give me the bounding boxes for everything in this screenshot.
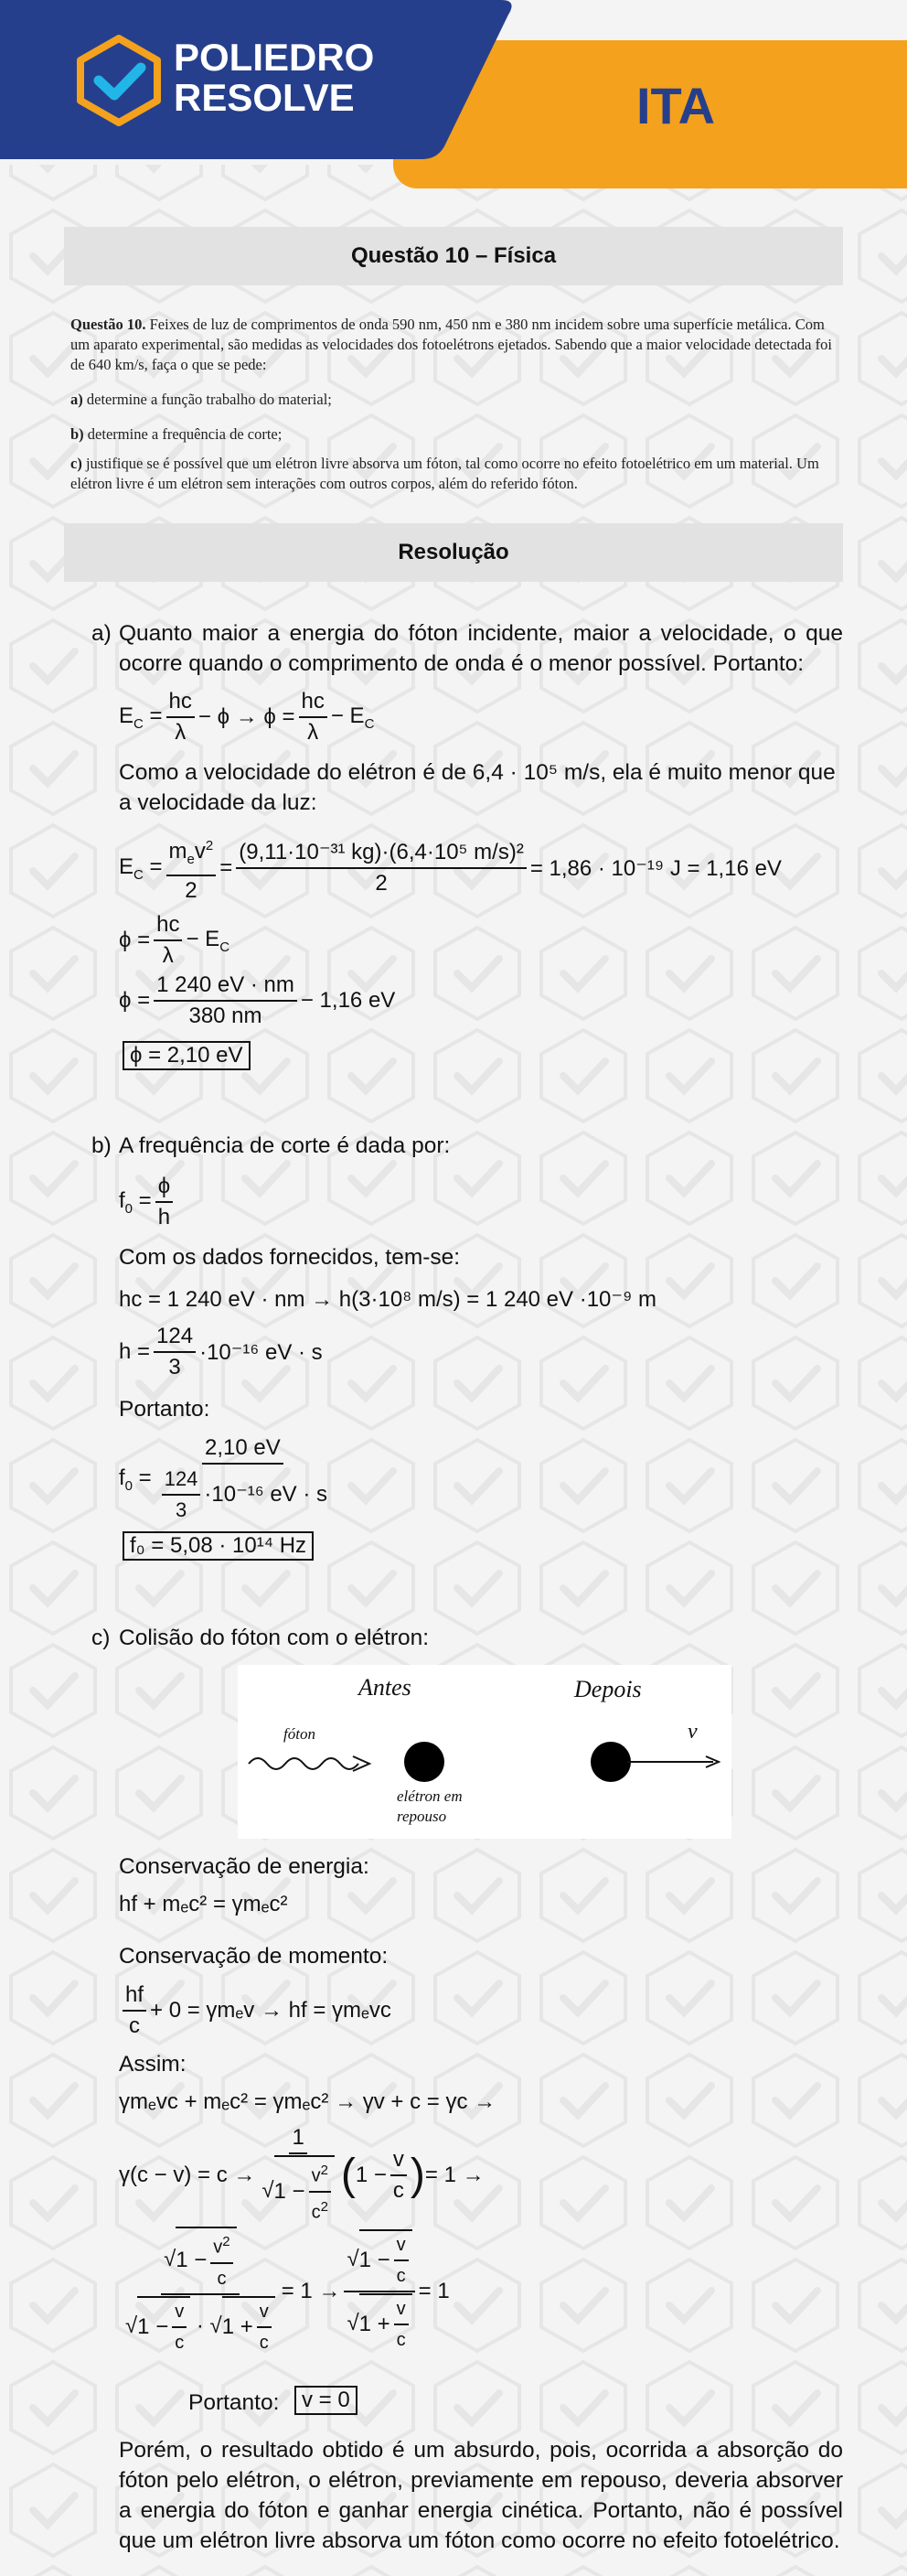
answer-a-box: ϕ = 2,10 eV — [123, 1041, 251, 1070]
equation-f0-value: $f_0$ = 2,10 eV $\frac{124}{3}$ ·10⁻¹⁶ eV · s — [119, 1434, 334, 1524]
f0-den-rest: ·10⁻¹⁶ eV · s — [204, 1482, 327, 1507]
part-b-text3: Portanto: — [119, 1397, 210, 1422]
part-b-text2: Com os dados fornecidos, tem-se: — [119, 1245, 461, 1270]
h-rest: ·10⁻¹⁶ eV · s — [199, 1339, 323, 1365]
part-a-text1: Quanto maior a energia do fóton incidente, maior a velocidade, o que ocorre quando o comprimento de onda é o menor possível. Portanto: — [119, 621, 843, 676]
part-c-text1: Colisão do fóton com o elétron: — [119, 1626, 430, 1650]
photon-wave-icon — [245, 1745, 382, 1782]
equation-ec-phi: $E_C$ = $\frac{hc}{\lambda}$ − ϕ → ϕ = $\frac{hc}{\lambda}$ − $E_C$ — [119, 689, 375, 745]
h-numerator: 124 — [154, 1323, 196, 1353]
phi-subtract: − 1,16 eV — [300, 988, 396, 1013]
phi-numerator: 1 240 eV · nm — [154, 971, 297, 1002]
equation-hc — [119, 1286, 656, 1313]
item-c-label: c) — [70, 455, 82, 472]
brand-line2: RESOLVE — [174, 76, 355, 119]
question-number: Questão 10. — [70, 316, 146, 333]
ec-result: = 1,86 · 10⁻¹⁹ J = 1,16 eV — [529, 855, 782, 881]
velocity-label: v — [688, 1720, 698, 1744]
diagram-before-label: Antes — [358, 1674, 411, 1701]
question-item-b — [70, 424, 838, 445]
electron-rest-label-2: repouso — [397, 1808, 447, 1825]
electron-at-rest-icon — [404, 1742, 444, 1782]
exam-title: ITA — [636, 77, 716, 134]
h-denominator: 3 — [168, 1355, 181, 1379]
question-intro-text: Feixes de luz de comprimentos de onda 590 nm, 450 nm e 380 nm incidem sobre uma superfície metálica. Com um aparato experimental, são medidas as velocidades dos fotoelétrons ejetados. Sabendo que a maior velocidade detectada foi de 640 km/s, faça o que se pede: — [70, 316, 832, 373]
diagram-after-label: Depois — [574, 1676, 642, 1702]
conclusion-text: Porém, o resultado obtido é um absurdo, pois, ocorrida a absorção do fóton pelo elétron, o elétron, previamente em repouso, deveria absorver a energia do fóton e ganhar energia cinética. Portanto, não é possível que um elétron livre absorva um fóton como ocorre no efeito fotoelétrico. — [119, 2438, 843, 2553]
part-b-label: b) — [91, 1133, 112, 1158]
part-b-text1: A frequência de corte é dada por: — [119, 1133, 451, 1158]
resolution-title: Resolução — [398, 540, 509, 564]
eq3-result: = 1 — [418, 2278, 450, 2303]
question-intro — [70, 315, 838, 375]
text-assim: Assim: — [119, 2052, 187, 2077]
f0-den-den: 3 — [175, 1498, 187, 1521]
hc-equation: hc = 1 240 eV · nm → h(3·10⁸ m/s) = 1 240 eV ·10⁻⁹ m — [119, 1287, 656, 1312]
equation-c3: √ 1 − $\frac{v^2}{c}$ √ 1 − $\frac{v}{c}$ · √ 1 + $\frac{v}{c}$ = 1 → √ 1 − $\frac{v}{c}$ √ 1 + $\frac{v}{c}$ = 1 — [119, 2227, 450, 2356]
equation-h-value: h = $\frac{124}{3}$ ·10⁻¹⁶ eV · s — [119, 1324, 323, 1379]
text-portanto-c: Portanto: — [188, 2390, 280, 2415]
momentum-eq-text: + 0 = γmₑv → hf = γmₑvc — [150, 1998, 391, 2023]
item-a-text: determine a função trabalho do material; — [86, 391, 332, 408]
energy-equation — [119, 1892, 288, 1917]
electron-rest-label-1: elétron em — [397, 1787, 463, 1805]
answer-b-box: f₀ = 5,08 · 10¹⁴ Hz — [123, 1531, 314, 1561]
part-c-label: c) — [91, 1626, 111, 1650]
equation-ec-value: $E_C$ = $\frac{m_ev^2}{2}$ = $\frac{\text{(9,11·10⁻³¹ kg)·(6,4·10⁵ m/s)²}}{2}$ = 1,86 · 10⁻¹⁹ J = 1,16 eV — [119, 832, 782, 905]
energy-title: Conservação de energia: — [119, 1854, 369, 1879]
energy-eq-text: hf + mₑc² = γmₑc² — [119, 1892, 288, 1916]
poliedro-logo-icon — [73, 35, 165, 126]
answer-c-box: v = 0 — [294, 2386, 357, 2415]
item-b-text: determine a frequência de corte; — [87, 425, 283, 443]
momentum-title: Conservação de momento: — [119, 1944, 389, 1969]
f0-numerator: 2,10 eV — [202, 1434, 283, 1465]
equation-c1 — [119, 2089, 496, 2115]
equation-phi-value: ϕ = $\frac{1 240 eV \cdot nm}{380 nm}$ − 1,16 eV — [119, 972, 396, 1028]
question-item-c — [70, 454, 838, 494]
answer-a — [123, 1041, 251, 1070]
answer-b — [123, 1531, 314, 1561]
question-title: Questão 10 – Física — [350, 243, 557, 268]
item-c-text: justifique se é possível que um elétron livre absorva um fóton, tal como ocorre no efeito fotoelétrico em um material. Um elétron livre é um elétron sem interações com outros corpos, além do referido fóton. — [70, 455, 819, 492]
equation-c2: γ(c − v) = c → 1 √ 1 − $\frac{v^2}{c^2}$ ( 1 − $\frac{v}{c}$ ) = 1 → — [119, 2124, 485, 2226]
question-title-bar — [64, 227, 843, 285]
part-a-text2: Como a velocidade do elétron é de 6,4 · 10⁵ m/s, ela é muito menor que a velocidade da luz: — [119, 760, 836, 815]
diagram-photon-label: fóton — [283, 1725, 315, 1743]
answer-c — [294, 2386, 357, 2415]
momentum-equation: $\frac{hf}{c}$ + 0 = γmₑv → hf = γmₑvc — [119, 1981, 391, 2040]
eq1-text: γmₑvc + mₑc² = γmₑc² → γv + c = γc → — [119, 2089, 496, 2114]
electron-moving-icon — [591, 1742, 631, 1782]
phi-denominator: 380 nm — [188, 1004, 262, 1028]
item-a-label: a) — [70, 391, 83, 408]
equation-phi-def: ϕ = $\frac{hc}{\lambda}$ − $E_C$ — [119, 912, 230, 968]
question-item-a — [70, 390, 838, 410]
equation-f0-def: $f_0$ = $\frac{\phi}{h}$ — [119, 1173, 176, 1231]
ec-numerator: (9,11·10⁻³¹ kg)·(6,4·10⁵ m/s)² — [236, 839, 527, 869]
resolution-title-bar — [64, 523, 843, 582]
f0-den-num: 124 — [162, 1465, 201, 1496]
velocity-arrow-icon — [627, 1751, 722, 1773]
part-a-label: a) — [91, 621, 112, 646]
brand-line1: POLIEDRO — [174, 36, 375, 79]
item-b-label: b) — [70, 425, 84, 443]
